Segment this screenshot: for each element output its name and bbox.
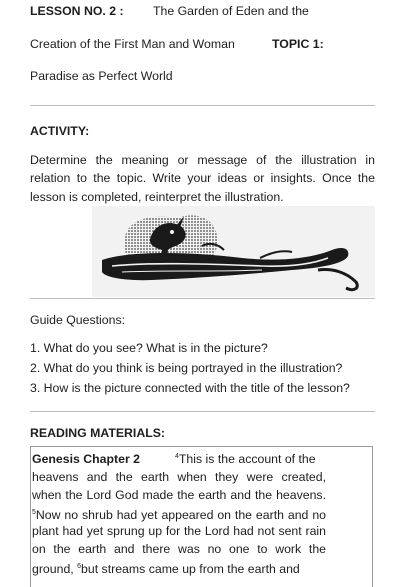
instructions-line: Determine the meaning or message of the illustration in [30,153,375,167]
guide-question: 1. What do you see? What is in the picture? [30,341,268,355]
guide-heading: Guide Questions: [30,313,126,327]
illustration [92,206,375,297]
verse-text: but streams came up from the earth and [81,562,300,576]
divider [30,105,375,106]
instructions-line: lesson is completed, reinterpret the illustration. [30,189,284,204]
reading-line: on the earth and there was no one to work the [32,542,326,556]
topic-label: TOPIC 1: [272,37,324,51]
snake-illustration-image [92,206,375,297]
reading-line: when the Lord God made the earth and the heavens. [32,488,326,502]
verse-text: ground, [32,562,74,576]
guide-question: 2. What do you think is being portrayed in the illustration? [30,361,343,375]
reading-heading: READING MATERIALS: [30,426,166,440]
verse-number: 6 [77,563,82,570]
verse-number: 5 [32,509,36,516]
guide-question: 3. How is the picture connected with the title of the lesson? [30,381,350,395]
verse-text: This is the account of the [178,452,316,466]
reading-line: plant had yet sprung up for the Lord had not sent rain [32,524,326,538]
divider [30,298,375,299]
lesson-title-line1: The Garden of Eden and the [153,4,309,18]
reading-chapter: Genesis Chapter 2 [32,452,140,466]
verse-text: Now no shrub had yet appeared on the earth and no [35,508,326,522]
divider [30,411,375,412]
topic-title: Paradise as Perfect World [30,69,173,83]
verse-number: 4 [175,453,179,460]
reading-line: heavens and the earth when they were created, [32,470,326,484]
lesson-title-line2: Creation of the First Man and Woman [30,37,235,51]
verse-4-start [175,452,316,466]
reading-line [32,558,326,578]
activity-heading: ACTIVITY: [30,124,90,138]
instructions-line: relation to the topic. Write your ideas or insights. Once the [30,171,375,186]
activity-instructions [30,151,375,206]
lesson-number: LESSON NO. 2 : [30,4,124,18]
